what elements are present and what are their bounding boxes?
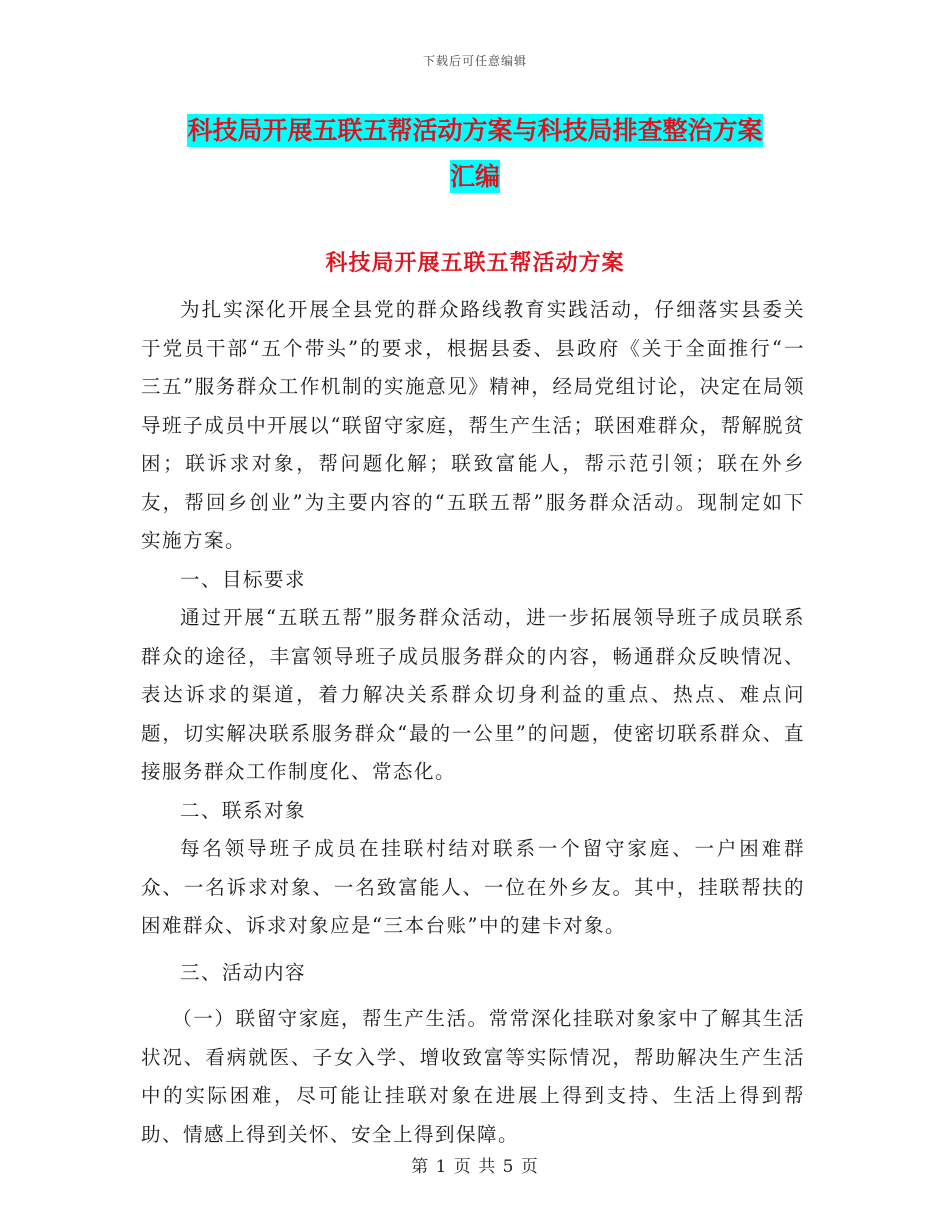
document-title-line2: 汇编 bbox=[449, 162, 500, 191]
section-title: 科技局开展五联五帮活动方案 bbox=[325, 251, 625, 276]
paragraph-intro: 为扎实深化开展全县党的群众路线教育实践活动，仔细落实县委关于党员干部“五个带头”的要求，根据县委、县政府《关于全面推行“一三五”服务群众工作机制的实施意见》精神，经局党组讨论，决定在局领导班子成员中开展以“联留守家庭，帮生产生活；联困难群众，帮解脱贫困；联诉求对象，帮问题化解；联致富能人，帮示范引领；联在外乡友，帮回乡创业”为主要内容的“五联五帮”服务群众活动。现制定如下实施方案。 bbox=[141, 298, 805, 552]
paragraph-goals: 通过开展“五联五帮”服务群众活动，进一步拓展领导班子成员联系群众的途径，丰富领导班子成员服务群众的内容，畅通群众反映情况、表达诉求的渠道，着力解决关系群众切身利益的重点、热点、难点问题，切实解决联系服务群众“最的一公里”的问题，使密切联系群众、直接服务群众工作制度化、常态化。 bbox=[141, 606, 805, 783]
paragraph-contacts: 每名领导班子成员在挂联村结对联系一个留守家庭、一户困难群众、一名诉求对象、一名致富能人、一位在外乡友。其中，挂联帮扶的困难群众、诉求对象应是“三本台账”中的建卡对象。 bbox=[141, 837, 805, 937]
paragraph-activity-1: （一）联留守家庭，帮生产生活。常常深化挂联对象家中了解其生活状况、看病就医、子女入学、增收致富等实际情况，帮助解决生产生活中的实际困难，尽可能让挂联对象在进展上得到支持、生活上得到帮助、情感上得到关怀、安全上得到保障。 bbox=[141, 1007, 805, 1146]
page-number-footer: 第 1 页 共 5 页 bbox=[411, 1157, 539, 1177]
heading-goals: 一、目标要求 bbox=[180, 567, 307, 591]
document-title bbox=[150, 108, 800, 200]
heading-contacts: 二、联系对象 bbox=[180, 798, 307, 822]
page-header-note: 下载后可任意编辑 bbox=[422, 54, 527, 68]
heading-activities: 三、活动内容 bbox=[180, 960, 307, 984]
document-body bbox=[141, 291, 805, 1154]
document-title-line1: 科技局开展五联五帮活动方案与科技局排查整治方案 bbox=[187, 116, 763, 145]
